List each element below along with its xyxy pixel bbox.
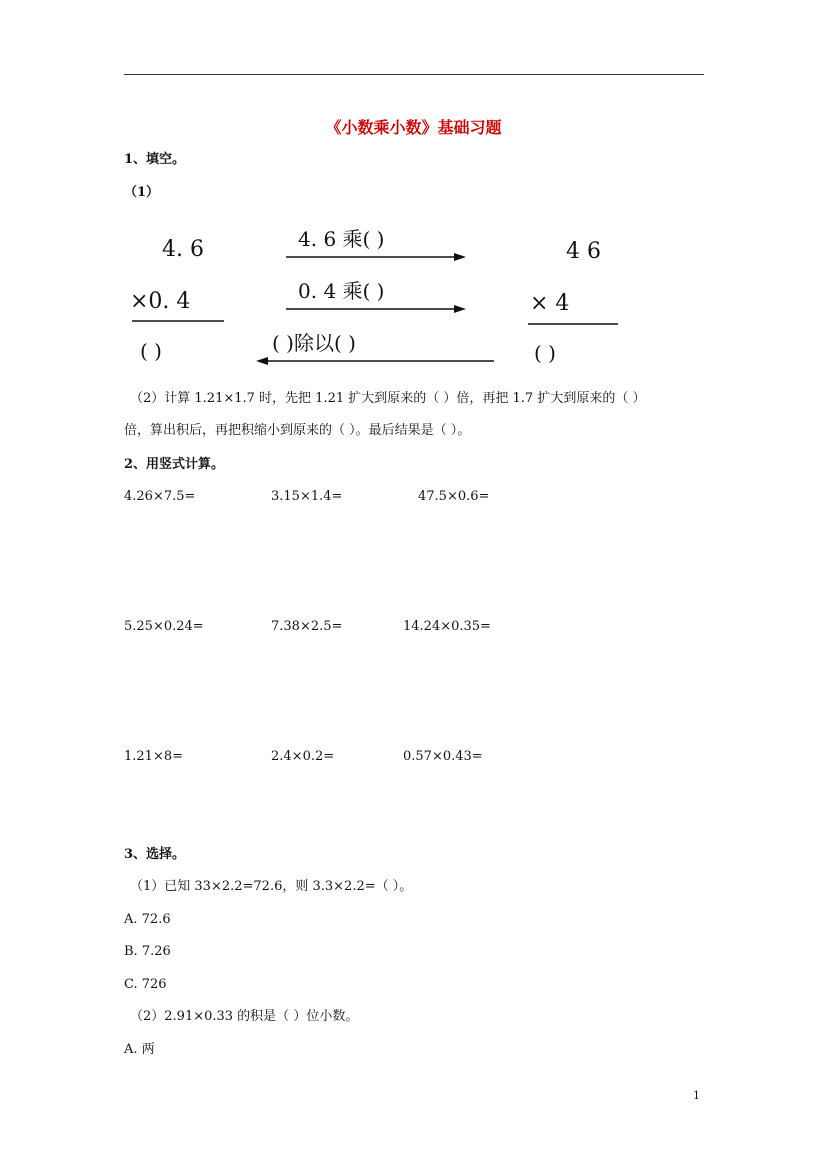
calc-item: 4.26×7.5= [124, 489, 196, 504]
page-title: 《小数乘小数》基础习题 [325, 118, 502, 137]
calc-item: 1.21×8= [124, 749, 184, 764]
arrow2-label: 0. 4 乘( ) [298, 279, 385, 303]
left-multiplier: ×0. 4 [130, 289, 191, 314]
section2-heading: 2、用竖式计算。 [124, 457, 225, 472]
choice-q1-option-c: C. 726 [124, 977, 167, 992]
calc-item: 47.5×0.6= [418, 489, 490, 504]
arrow1-label: 4. 6 乘( ) [298, 227, 385, 251]
calc-item: 14.24×0.35= [403, 619, 491, 634]
calc-item: 7.38×2.5= [271, 619, 343, 634]
page-number: 1 [693, 1089, 700, 1102]
calc-item: 2.4×0.2= [271, 749, 335, 764]
choice-q1: （1）已知 33×2.2=72.6，则 3.3×2.2=（ ）。 [130, 879, 413, 894]
q2-text-line2: 倍，算出积后，再把积缩小到原来的（ ）。最后结果是（ ）。 [124, 423, 471, 438]
right-multiplier: × 4 [530, 291, 570, 316]
calc-item: 3.15×1.4= [271, 489, 343, 504]
choice-q1-option-a: A. 72.6 [124, 912, 171, 927]
choice-q2: （2）2.91×0.33 的积是（ ）位小数。 [130, 1009, 359, 1024]
q2-text-line1: （2）计算 1.21×1.7 时，先把 1.21 扩大到原来的（ ）倍，再把 1.7 扩大到原来的（ ） [130, 391, 646, 406]
left-top-number: 4. 6 [162, 237, 204, 262]
section3-heading: 3、选择。 [124, 847, 186, 862]
arrow3-label: ( )除以( ) [272, 331, 356, 355]
calc-item: 0.57×0.43= [403, 749, 483, 764]
q1-label: （1） [124, 185, 160, 200]
choice-q1-option-b: B. 7.26 [124, 944, 171, 959]
right-result: ( ) [534, 341, 556, 365]
right-top-number: 4 6 [566, 239, 601, 264]
arrow3-head-icon [256, 357, 268, 365]
arrow1-head-icon [454, 253, 466, 261]
choice-q2-option-a: A. 两 [124, 1042, 155, 1057]
left-result: ( ) [140, 339, 162, 363]
section1-heading: 1、填空。 [124, 152, 186, 167]
calc-item: 5.25×0.24= [124, 619, 204, 634]
multiplication-diagram [120, 218, 640, 370]
arrow2-head-icon [454, 305, 466, 313]
header-rule [124, 74, 704, 75]
